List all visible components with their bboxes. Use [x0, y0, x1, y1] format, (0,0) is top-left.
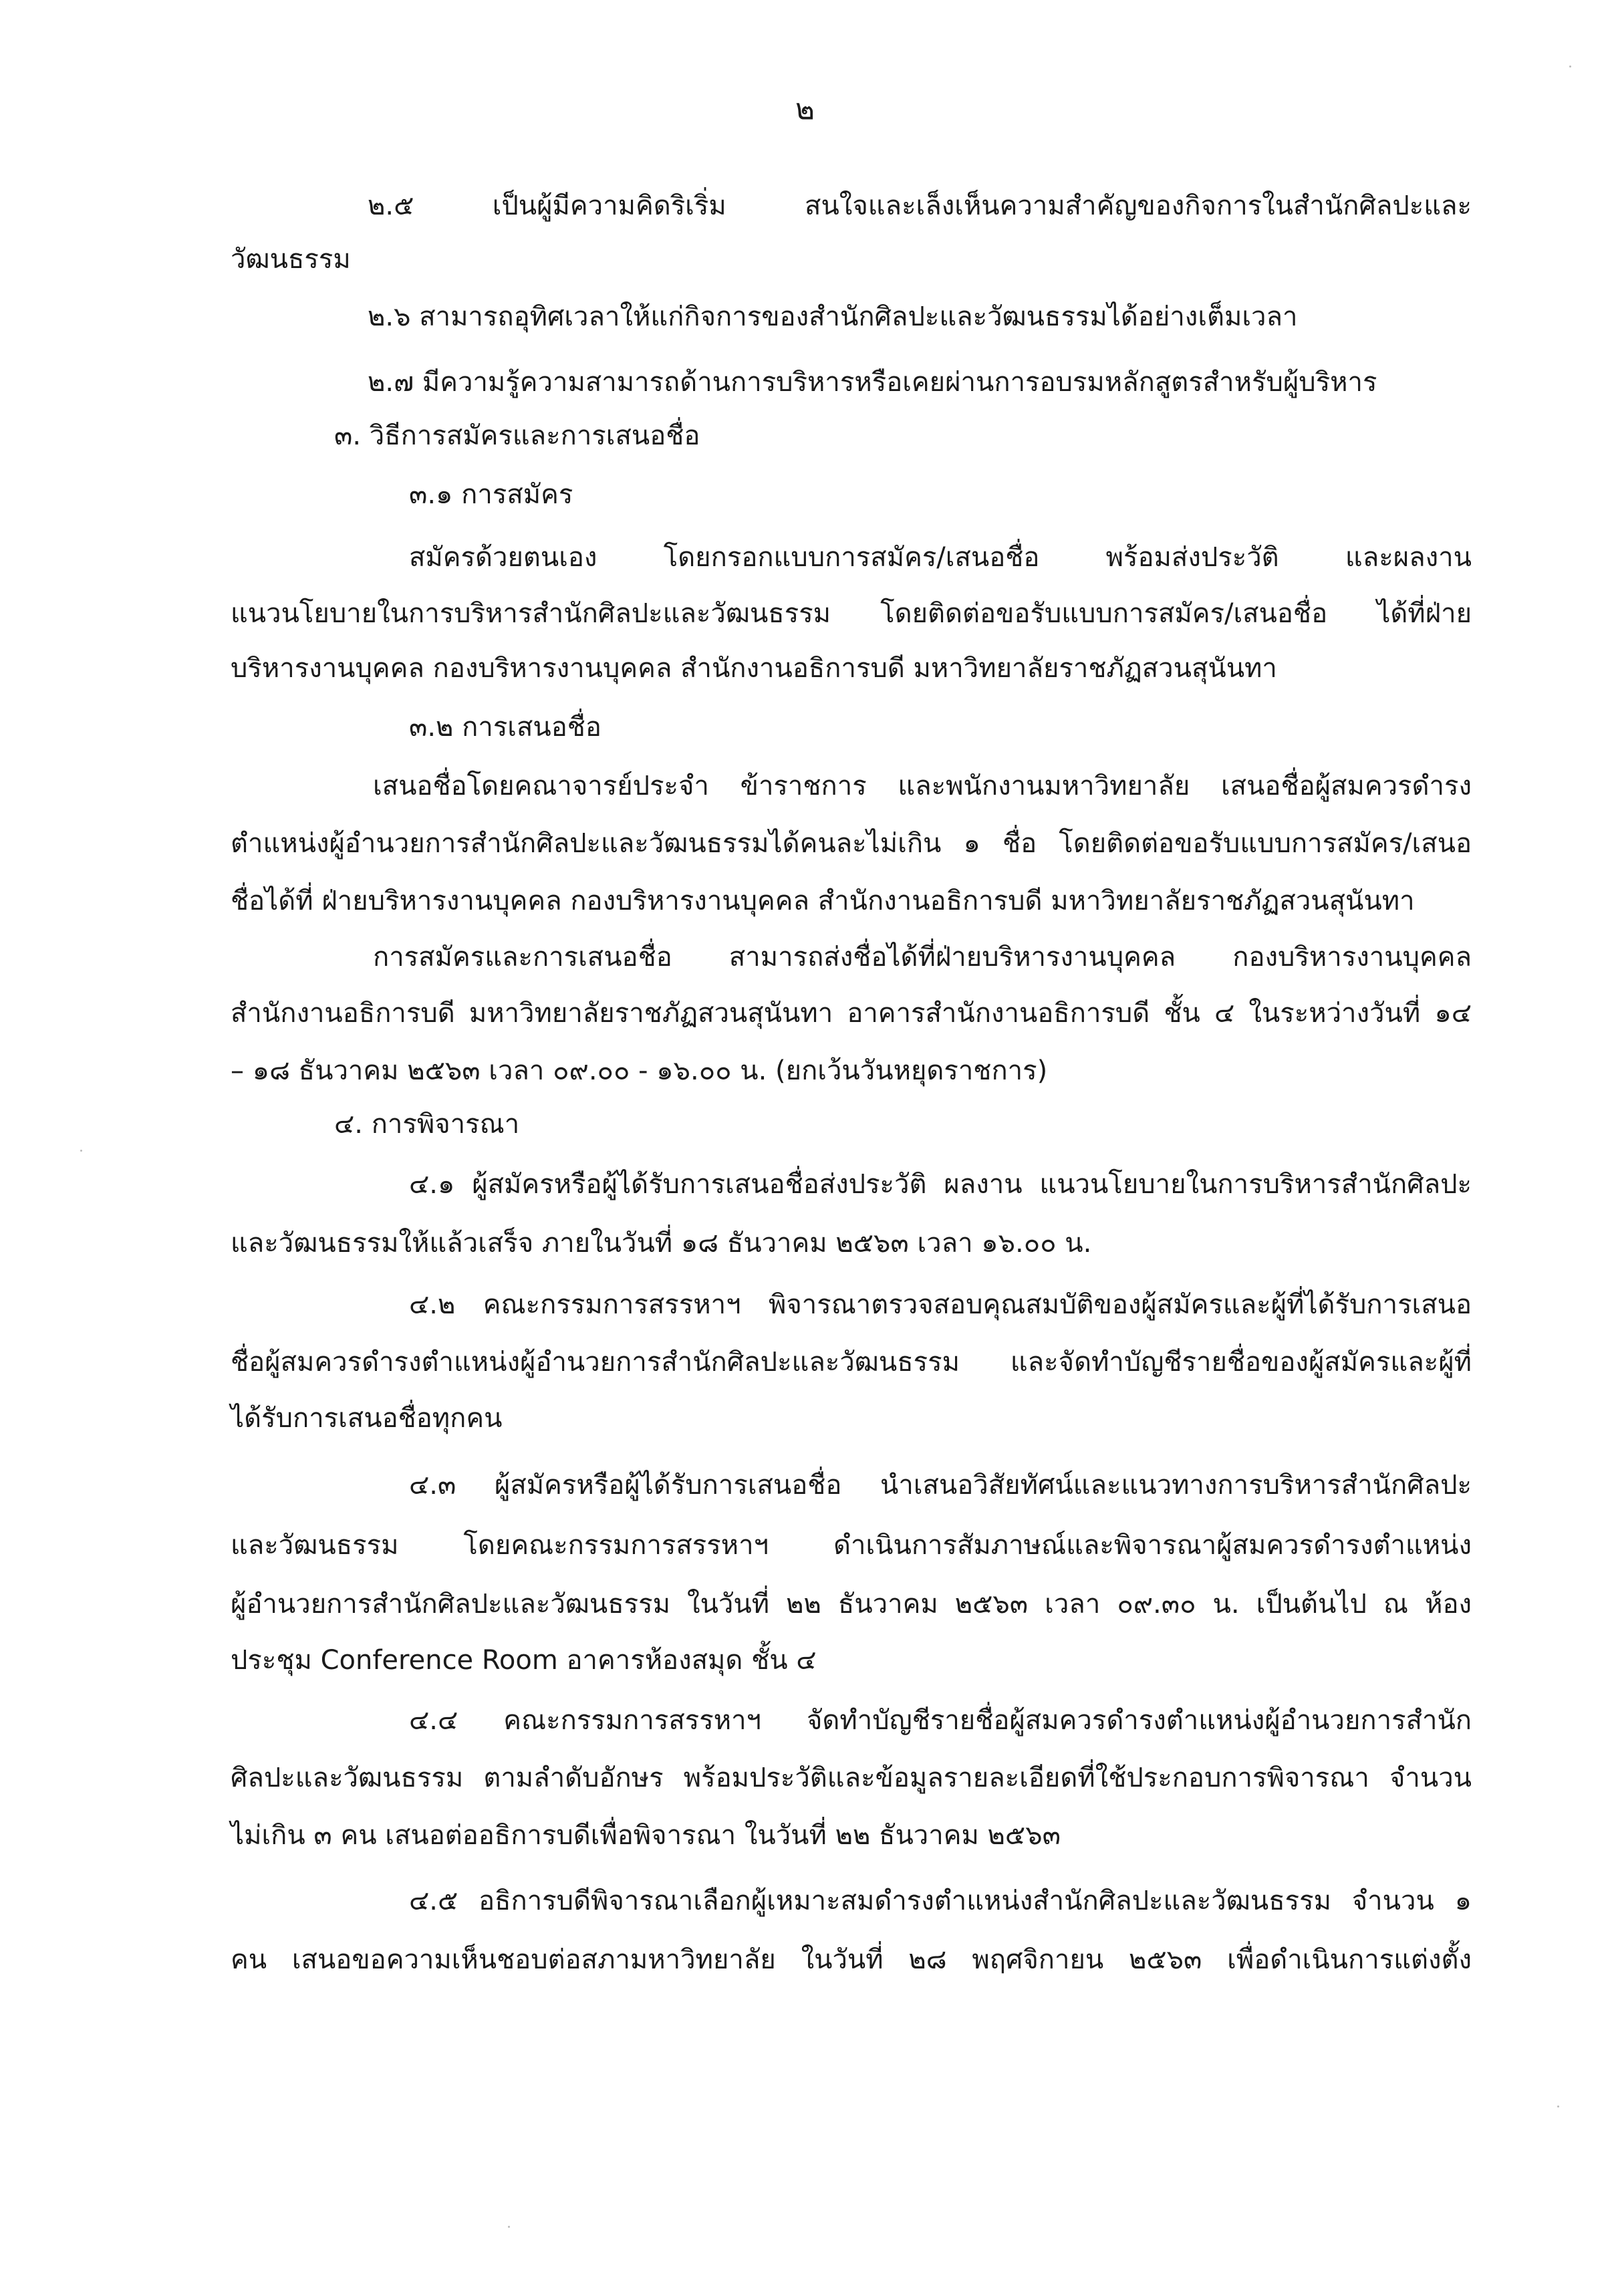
- text-line: ๔.๑ ผู้สมัครหรือผู้ได้รับการเสนอชื่อส่งประวัติ ผลงาน แนวนโยบายในการบริหารสำนักศิลปะ: [409, 1169, 1472, 1200]
- text-line: ตำแหน่งผู้อำนวยการสำนักศิลปะและวัฒนธรรมได้คนละไม่เกิน ๑ ชื่อ โดยติดต่อขอรับแบบการสมัคร/เสนอ: [231, 828, 1472, 859]
- text-line: เสนอชื่อโดยคณาจารย์ประจำ ข้าราชการ และพนักงานมหาวิทยาลัย เสนอชื่อผู้สมควรดำรง: [373, 771, 1472, 801]
- text-line: ๔.๕ อธิการบดีพิจารณาเลือกผู้เหมาะสมดำรงตำแหน่งสำนักศิลปะและวัฒนธรรม จำนวน ๑: [409, 1886, 1472, 1916]
- text-line: บริหารงานบุคคล กองบริหารงานบุคคล สำนักงานอธิการบดี มหาวิทยาลัยราชภัฏสวนสุนันทา: [231, 653, 1277, 684]
- text-line: ๒.๖ สามารถอุทิศเวลาให้แก่กิจการของสำนักศิลปะและวัฒนธรรมได้อย่างเต็มเวลา: [368, 301, 1298, 332]
- text-line: ชื่อได้ที่ ฝ่ายบริหารงานบุคคล กองบริหารงานบุคคล สำนักงานอธิการบดี มหาวิทยาลัยราชภัฏสวนสุนันทา: [231, 886, 1415, 916]
- scan-speck: [1569, 66, 1571, 68]
- text-line: ๒.๕ เป็นผู้มีความคิดริเริ่ม สนใจและเล็งเห็นความสำคัญของกิจการในสำนักศิลปะและ: [368, 190, 1472, 221]
- text-line: และวัฒนธรรมให้แล้วเสร็จ ภายในวันที่ ๑๘ ธันวาคม ๒๕๖๓ เวลา ๑๖.๐๐ น.: [231, 1228, 1092, 1259]
- text-line: ศิลปะและวัฒนธรรม ตามลำดับอักษร พร้อมประวัติและข้อมูลรายละเอียดที่ใช้ประกอบการพิจารณา จำนวน: [231, 1763, 1472, 1793]
- text-line: – ๑๘ ธันวาคม ๒๕๖๓ เวลา ๐๙.๐๐ - ๑๖.๐๐ น. (ยกเว้นวันหยุดราชการ): [231, 1055, 1048, 1086]
- text-line: สมัครด้วยตนเอง โดยกรอกแบบการสมัคร/เสนอชื่อ พร้อมส่งประวัติ และผลงาน: [409, 542, 1472, 573]
- text-line: ชื่อผู้สมควรดำรงตำแหน่งผู้อำนวยการสำนักศิลปะและวัฒนธรรม และจัดทำบัญชีรายชื่อของผู้สมัครและผู้ที่: [231, 1347, 1472, 1378]
- text-line: การสมัครและการเสนอชื่อ สามารถส่งชื่อได้ที่ฝ่ายบริหารงานบุคคล กองบริหารงานบุคคล: [373, 942, 1472, 973]
- text-line: คน เสนอขอความเห็นชอบต่อสภามหาวิทยาลัย ในวันที่ ๒๘ พฤศจิกายน ๒๕๖๓ เพื่อดำเนินการแต่งตั้ง: [231, 1944, 1472, 1975]
- page-number: ๒: [795, 92, 815, 126]
- text-line: แนวนโยบายในการบริหารสำนักศิลปะและวัฒนธรรม โดยติดต่อขอรับแบบการสมัคร/เสนอชื่อ ได้ที่ฝ่าย: [231, 598, 1472, 629]
- text-line: ประชุม Conference Room อาคารห้องสมุด ชั้น ๔: [231, 1645, 817, 1676]
- text-line: ๔.๒ คณะกรรมการสรรหาฯ พิจารณาตรวจสอบคุณสมบัติของผู้สมัครและผู้ที่ได้รับการเสนอ: [409, 1289, 1472, 1320]
- text-line: และวัฒนธรรม โดยคณะกรรมการสรรหาฯ ดำเนินการสัมภาษณ์และพิจารณาผู้สมควรดำรงตำแหน่ง: [231, 1530, 1472, 1561]
- text-line: ได้รับการเสนอชื่อทุกคน: [231, 1403, 503, 1434]
- section-heading: ๔. การพิจารณา: [334, 1109, 520, 1140]
- scan-speck: [80, 1150, 82, 1152]
- scan-speck: [1557, 2106, 1559, 2108]
- scan-speck: [508, 2226, 510, 2228]
- text-line: ไม่เกิน ๓ คน เสนอต่ออธิการบดีเพื่อพิจารณา ในวันที่ ๒๒ ธันวาคม ๒๕๖๓: [231, 1820, 1061, 1851]
- text-line: ๔.๔ คณะกรรมการสรรหาฯ จัดทำบัญชีรายชื่อผู้สมควรดำรงตำแหน่งผู้อำนวยการสำนัก: [409, 1705, 1472, 1736]
- subsection-heading: ๓.๒ การเสนอชื่อ: [409, 712, 601, 743]
- subsection-heading: ๓.๑ การสมัคร: [409, 479, 573, 510]
- text-line: ผู้อำนวยการสำนักศิลปะและวัฒนธรรม ในวันที่ ๒๒ ธันวาคม ๒๕๖๓ เวลา ๐๙.๓๐ น. เป็นต้นไป ณ ห้อง: [231, 1589, 1472, 1620]
- text-line: สำนักงานอธิการบดี มหาวิทยาลัยราชภัฏสวนสุนันทา อาคารสำนักงานอธิการบดี ชั้น ๔ ในระหว่างวันที่ ๑๔: [231, 998, 1472, 1029]
- text-line: วัฒนธรรม: [231, 244, 351, 275]
- text-line: ๔.๓ ผู้สมัครหรือผู้ได้รับการเสนอชื่อ นำเสนอวิสัยทัศน์และแนวทางการบริหารสำนักศิลปะ: [409, 1470, 1472, 1501]
- section-heading: ๓. วิธีการสมัครและการเสนอชื่อ: [334, 420, 700, 451]
- text-line: ๒.๗ มีความรู้ความสามารถด้านการบริหารหรือเคยผ่านการอบรมหลักสูตรสำหรับผู้บริหาร: [368, 367, 1377, 398]
